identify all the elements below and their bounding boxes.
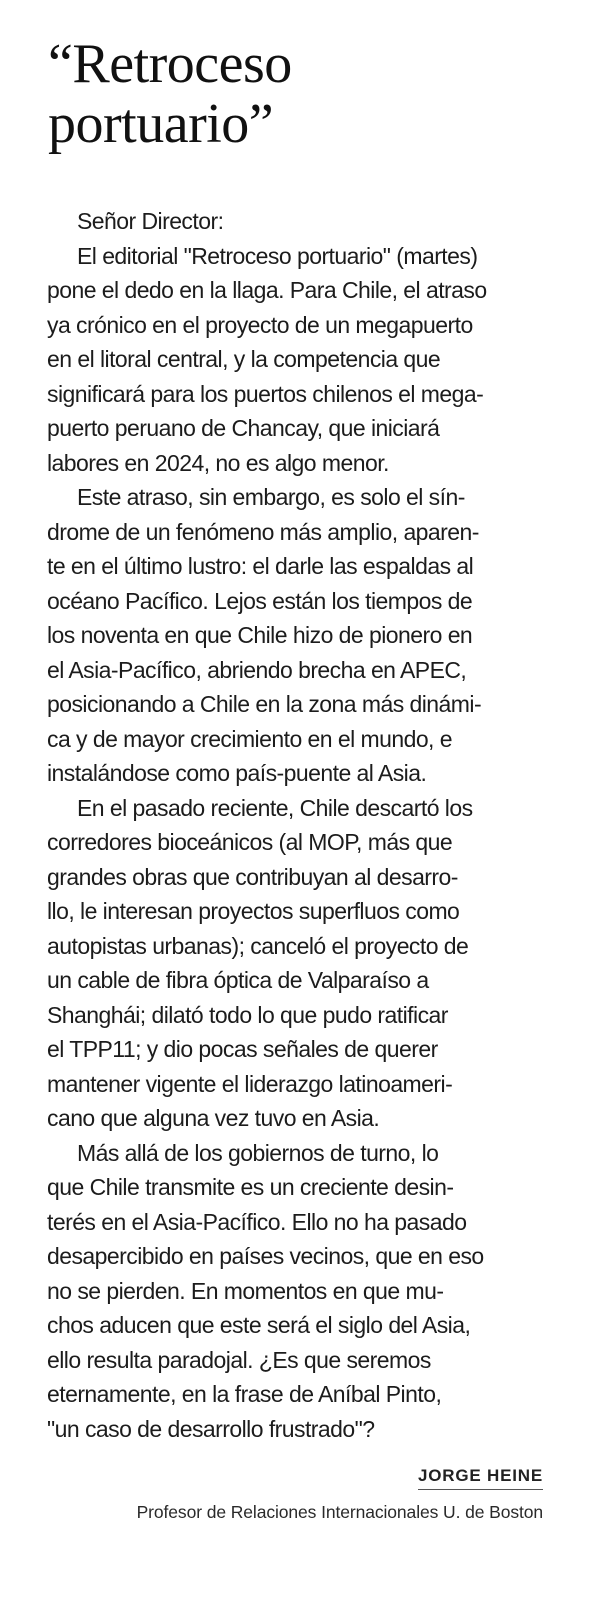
headline (48, 34, 568, 154)
text-line: significará para los puertos chilenos el mega- (47, 380, 484, 407)
text-line: instalándose como país-puente al Asia. (47, 760, 427, 786)
text-line: puerto peruano de Chancay, que iniciará (47, 415, 440, 441)
text-line: Más allá de los gobiernos de turno, lo (77, 1139, 439, 1166)
paragraph (47, 480, 547, 791)
letter-body (47, 204, 547, 1446)
text-line: en el litoral central, y la competencia que (47, 346, 441, 372)
text-line: ya crónico en el proyecto de un megapuerto (47, 311, 473, 338)
text-line: no se pierden. En momentos en que mu- (47, 1277, 444, 1304)
text-line: océano Pacífico. Lejos están los tiempos de (47, 587, 473, 614)
text-line: llo, le interesan proyectos superfluos como (47, 898, 460, 924)
text-line: los noventa en que Chile hizo de pionero en (47, 622, 473, 648)
author-role: Profesor de Relaciones Internacionales U. de Boston (136, 1502, 543, 1522)
text-line: pone el dedo en la llaga. Para Chile, el atraso (47, 277, 487, 303)
text-line: cano que alguna vez tuvo en Asia. (47, 1105, 380, 1131)
text-line: autopistas urbanas); canceló el proyecto de (47, 932, 469, 959)
paragraph (47, 204, 547, 239)
text-line: En el pasado reciente, Chile descartó los (77, 794, 473, 821)
author-name: JORGE HEINE (418, 1466, 543, 1490)
text-line: desapercibido en países vecinos, que en eso (47, 1243, 484, 1269)
text-line: un cable de fibra óptica de Valparaíso a (47, 967, 429, 993)
paragraph (47, 239, 547, 481)
text-line: Señor Director: (77, 208, 224, 234)
text-line: corredores bioceánicos (al MOP, más que (47, 829, 453, 855)
text-line: terés en el Asia-Pacífico. Ello no ha pasado (47, 1208, 467, 1235)
paragraph (47, 1136, 547, 1447)
text-line: mantener vigente el liderazgo latinoameri- (47, 1070, 453, 1097)
text-line: ca y de mayor crecimiento en el mundo, e (47, 725, 452, 752)
text-line: labores en 2024, no es algo menor. (47, 449, 389, 476)
text-line: posicionando a Chile en la zona más dinámi- (47, 691, 482, 717)
paragraph (47, 791, 547, 1136)
text-line: eternamente, en la frase de Aníbal Pinto, (47, 1381, 442, 1407)
headline-line: portuario” (48, 93, 274, 155)
text-line: el Asia-Pacífico, abriendo brecha en APEC, (47, 656, 467, 683)
signature (418, 1466, 543, 1490)
text-line: el TPP11; y dio pocas señales de querer (47, 1036, 438, 1062)
headline-line: “Retroceso (48, 33, 292, 95)
text-line: "un caso de desarrollo frustrado"? (47, 1415, 375, 1442)
text-line: que Chile transmite es un creciente desin- (47, 1174, 454, 1200)
text-line: ello resulta paradojal. ¿Es que seremos (47, 1346, 431, 1373)
text-line: Shanghái; dilató todo lo que pudo ratificar (47, 1001, 448, 1028)
text-line: drome de un fenómeno más amplio, aparen- (47, 518, 479, 545)
text-line: El editorial "Retroceso portuario" (martes) (77, 242, 478, 269)
text-line: chos aducen que este será el siglo del Asia, (47, 1312, 471, 1338)
text-line: te en el último lustro: el darle las espaldas al (47, 553, 474, 579)
text-line: grandes obras que contribuyan al desarro- (47, 863, 458, 890)
text-line: Este atraso, sin embargo, es solo el sín- (77, 484, 465, 510)
